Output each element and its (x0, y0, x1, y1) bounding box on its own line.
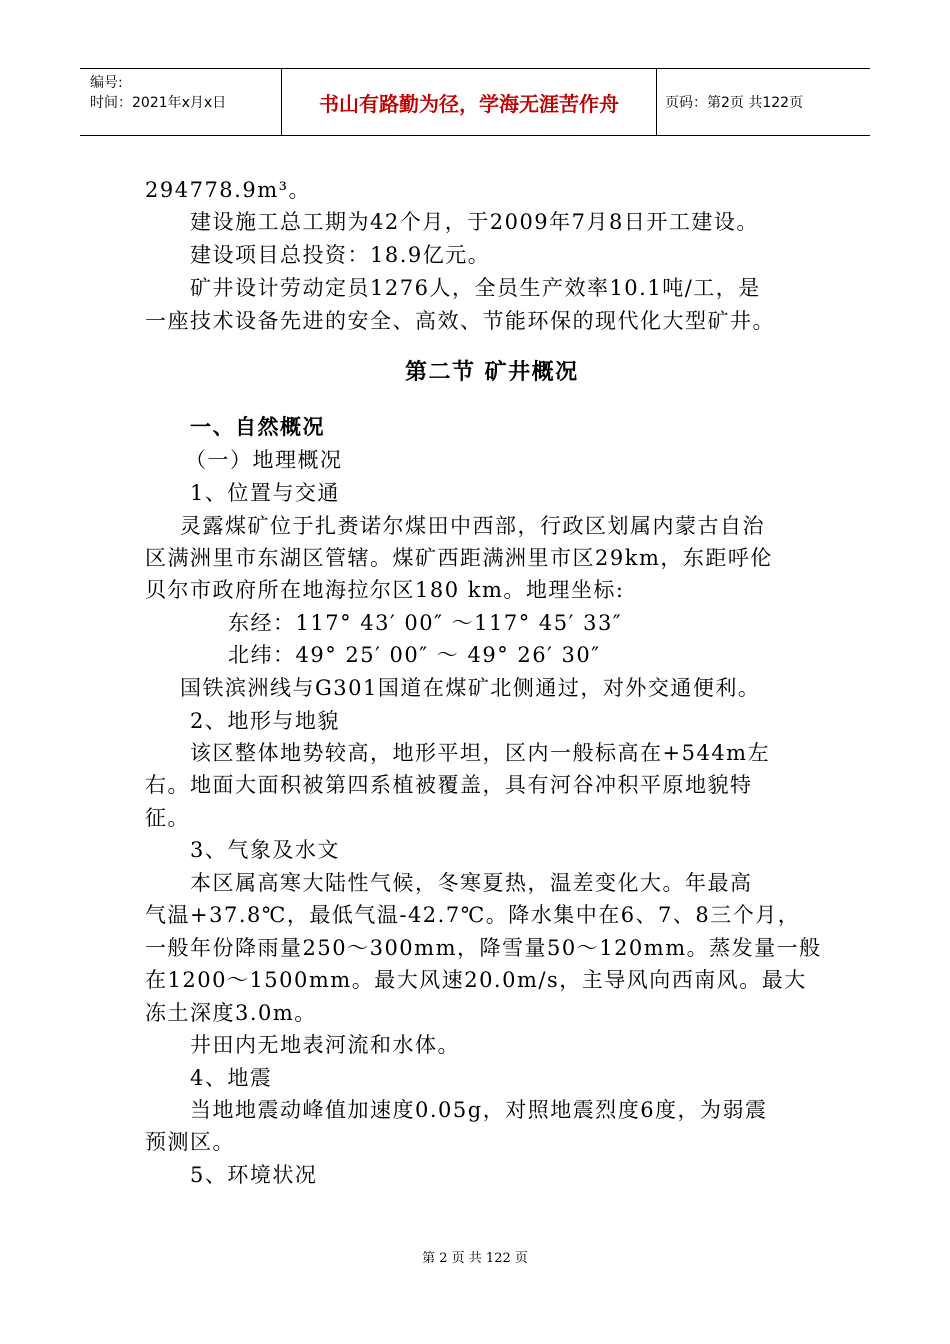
coordinate-line: 北纬：49° 25′ 00″ ～ 49° 26′ 30″ (228, 643, 601, 667)
subsection-title: 一、自然概况 (190, 415, 325, 439)
body-line: 右。地面大面积被第四系植被覆盖，具有河谷冲积平原地貌特 (145, 773, 753, 797)
body-line: 一般年份降雨量250～300mm，降雪量50～120mm。蒸发量一般 (145, 936, 822, 960)
body-line: 该区整体地势较高，地形平坦，区内一般标高在+544m左 (190, 741, 771, 765)
body-line: 区满洲里市东湖区管辖。煤矿西距满洲里市区29km，东距呼伦 (145, 546, 773, 570)
body-line: 4、地震 (190, 1066, 273, 1090)
body-line: 3、气象及水文 (190, 838, 340, 862)
page-header (80, 68, 870, 136)
body-line: （一）地理概况 (185, 448, 343, 472)
coordinate-line: 东经：117° 43′ 00″ ～117° 45′ 33″ (228, 611, 623, 635)
document-time: 时间：2021年x月x日 (90, 95, 227, 111)
section-title: 第二节 矿井概况 (405, 360, 579, 385)
body-line: 灵露煤矿位于扎赉诺尔煤田中西部，行政区划属内蒙古自治 (180, 514, 765, 538)
body-line: 在1200～1500mm。最大风速20.0m/s，主导风向西南风。最大 (145, 968, 807, 992)
body-line: 294778.9m³。 (145, 178, 312, 202)
body-line: 征。 (145, 806, 190, 830)
body-line: 贝尔市政府所在地海拉尔区180 km。地理坐标: (145, 578, 625, 602)
page-footer: 第 2 页 共 122 页 (422, 1251, 528, 1266)
body-line: 5、环境状况 (190, 1163, 318, 1187)
body-line: 预测区。 (145, 1130, 235, 1154)
body-line: 建设施工总工期为42个月，于2009年7月8日开工建设。 (190, 210, 759, 234)
body-line: 2、地形与地貌 (190, 709, 340, 733)
body-line: 当地地震动峰值加速度0.05g，对照地震烈度6度，为弱震 (190, 1098, 768, 1122)
body-line: 矿井设计劳动定员1276人，全员生产效率10.1吨/工，是 (190, 276, 761, 300)
header-motto: 书山有路勤为径，学海无涯苦作舟 (281, 69, 657, 135)
body-line: 本区属高寒大陆性气候，冬寒夏热，温差变化大。年最高 (190, 871, 753, 895)
body-line: 建设项目总投资：18.9亿元。 (190, 243, 491, 267)
body-line: 冻土深度3.0m。 (145, 1001, 317, 1025)
body-line: 国铁滨洲线与G301国道在煤矿北侧通过，对外交通便利。 (180, 676, 761, 700)
body-line: 1、位置与交通 (190, 481, 340, 505)
document-number-label: 编号: (90, 75, 123, 91)
body-line: 一座技术设备先进的安全、高效、节能环保的现代化大型矿井。 (145, 309, 775, 333)
body-line: 井田内无地表河流和水体。 (190, 1033, 460, 1057)
header-page-info: 页码：第2页 共122页 (665, 95, 804, 111)
body-line: 气温+37.8℃，最低气温-42.7℃。降水集中在6、7、8三个月， (145, 903, 801, 927)
header-meta (80, 69, 281, 135)
